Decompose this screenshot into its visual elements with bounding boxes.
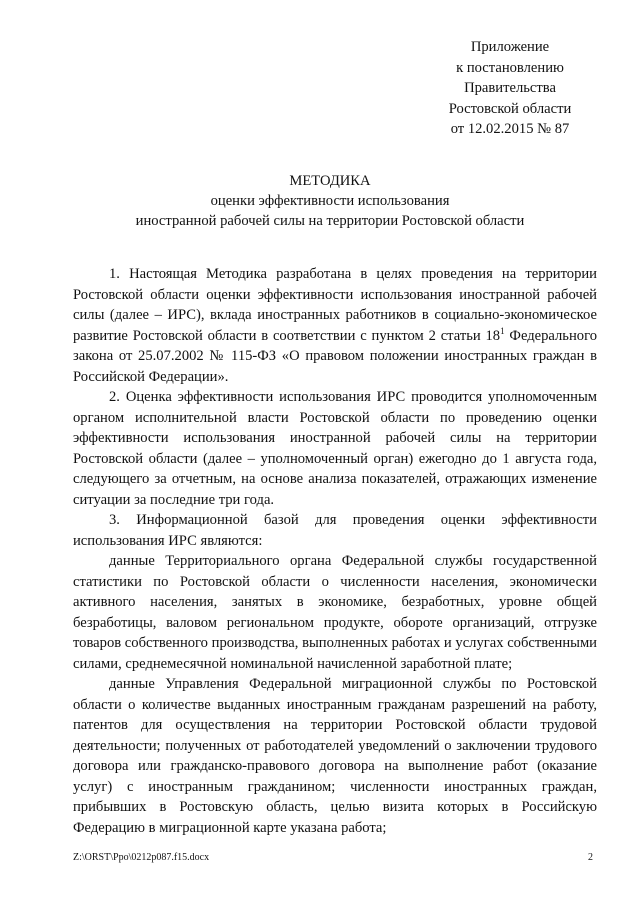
appendix-line-1: Приложение [470, 39, 550, 55]
paragraph-1 [73, 264, 597, 387]
document-title-heading: МЕТОДИКА [289, 173, 371, 189]
paragraph-1-text-end: Федерального закона от 25.07.2002 № 115-ФЗ «О правовом положении иностранных граждан в Российской Федерации». [73, 327, 597, 385]
paragraph-1-text-start: 1. Настоящая Методика разработана в целях проведения на территории Ростовской области оценки эффективности использования иностранной рабочей силы (далее – ИРС), вклада иностранных работников в социально-экономическое развитие Ростовской области в соответствии с пунктом 2 статьи 18 [73, 266, 597, 344]
document-title-block [60, 171, 600, 231]
page-number: 2 [588, 852, 593, 863]
paragraph-1-superscript: 1 [500, 325, 505, 336]
paragraph-3: 3. Информационной базой для проведения оценки эффективности использования ИРС являются: [73, 512, 597, 549]
paragraph-4: данные Территориального органа Федеральной службы государственной статистики по Ростовской области о численности населения, экономически активного населения, занятых в экономике, безработных, уровне общей безработицы, валовом региональном продукте, обороте организаций, отгрузке товаров собственного производства, выполненных работах и услугах собственными силами, среднемесячной номинальной начисленной заработной плате; [73, 553, 597, 672]
footer-file-path: Z:\ORST\Ppo\0212p087.f15.docx [73, 852, 210, 863]
appendix-block [420, 37, 600, 140]
document-body [73, 264, 597, 838]
document-title-line-2: иностранной рабочей силы на территории Ростовской области [135, 213, 525, 229]
document-title-line-1: оценки эффективности использования [210, 193, 450, 209]
appendix-line-3: Правительства [464, 80, 556, 96]
appendix-line-5: от 12.02.2015 № 87 [450, 121, 570, 137]
appendix-line-4: Ростовской области [448, 100, 572, 117]
appendix-line-2: к постановлению [456, 59, 564, 76]
paragraph-2: 2. Оценка эффективности использования ИРС проводится уполномоченным органом исполнительной власти Ростовской области по проведению оценки эффективности использования иностранной рабочей силы на территории Ростовской области (далее – уполномоченный орган) ежегодно до 1 августа года, следующего за отчетным, на основе анализа показателей, отражающих изменение ситуации за последние три года. [73, 389, 597, 508]
paragraph-5: данные Управления Федеральной миграционной службы по Ростовской области о количестве выданных иностранным гражданам разрешений на работу, патентов для осуществления на территории Ростовской области трудовой деятельности; полученных от работодателей уведомлений о заключении трудового договора или гражданско-правового договора на выполнение работ (оказание услуг) с иностранным гражданином; численности иностранных граждан, прибывших в Ростовскую область, целью визита которых в Российскую Федерацию в миграционной карте указана работа; [73, 676, 597, 836]
